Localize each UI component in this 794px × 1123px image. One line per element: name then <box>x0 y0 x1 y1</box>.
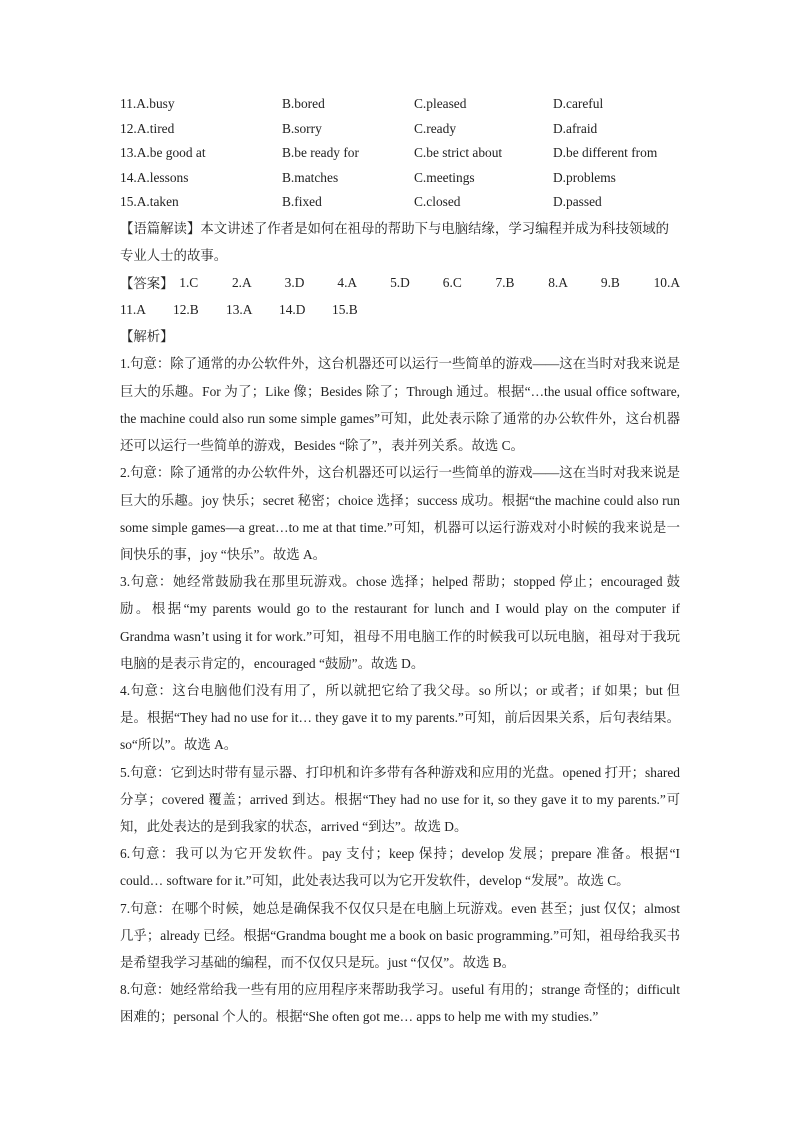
option-row <box>120 190 680 215</box>
analysis-label: 【解析】 <box>120 329 174 345</box>
option-a: 14.A.lessons <box>120 169 189 185</box>
answer-item: 6.C <box>442 274 462 290</box>
answer-item: 12.B <box>173 301 199 317</box>
option-c: C.closed <box>414 194 461 210</box>
answer-item: 8.A <box>548 274 568 290</box>
option-c: C.be strict about <box>414 145 503 161</box>
answer-item: 9.B <box>600 274 620 290</box>
explanation-7: 7.句意：在哪个时候，她总是确保我不仅仅只是在电脑上玩游戏。even 甚至；just 仅仅；almost 几乎；already 已经。根据“Grandma bought me a book on basic programming.”可知，祖母给我买书是希望我学习基础的编程，而不仅仅只是玩。just “仅仅”。故选 B。 <box>120 900 680 970</box>
answer-item: 1.C <box>179 274 199 290</box>
answer-item: 11.A <box>120 301 146 317</box>
option-row <box>120 92 680 117</box>
option-c: C.pleased <box>414 96 467 112</box>
options-table <box>120 92 680 215</box>
answer-label: 【答案】 <box>120 276 174 291</box>
option-d: D.problems <box>553 169 616 185</box>
option-a: 15.A.taken <box>120 194 179 210</box>
answer-item: 7.B <box>495 274 515 290</box>
explanation-6: 6.句意：我可以为它开发软件。pay 支付；keep 保持；develop 发展；prepare 准备。根据“I could… software for it.”可知，此处表达我可以为它开发软件，develop “发展”。故选 C。 <box>120 846 680 889</box>
option-row <box>120 117 680 142</box>
option-d: D.be different from <box>553 145 658 161</box>
answer-row <box>120 296 680 323</box>
option-b: B.fixed <box>282 194 322 210</box>
option-a: 12.A.tired <box>120 120 175 136</box>
option-row <box>120 166 680 191</box>
answer-item: 15.B <box>332 301 358 317</box>
explanation-8: 8.句意：她经常给我一些有用的应用程序来帮助我学习。useful 有用的；strange 奇怪的；difficult 困难的；personal 个人的。根据“She often got me… apps to help me with my studies.” <box>120 982 680 1025</box>
option-b: B.bored <box>282 96 325 112</box>
option-b: B.matches <box>282 169 339 185</box>
explanation-2: 2.句意：除了通常的办公软件外，这台机器还可以运行一些简单的游戏——这在当时对我来说是巨大的乐趣。joy 快乐；secret 秘密；choice 选择；success 成功。根据“the machine could also run some simple games—a great…to me at that time.”可知，机器可以运行游戏对小时候的我来说是一间快乐的事，joy “快乐”。故选 A。 <box>120 465 680 562</box>
option-b: B.be ready for <box>282 145 359 161</box>
answer-item: 2.A <box>231 274 252 290</box>
option-d: D.careful <box>553 96 604 112</box>
answer-item: 14.D <box>279 301 306 317</box>
explanation-3: 3.句意：她经常鼓励我在那里玩游戏。chose 选择；helped 帮助；stopped 停止；encouraged 鼓励。根据“my parents would go to the restaurant for lunch and I would play on the computer if Grandma wasn’t using it for work.”可知，祖母不用电脑工作的时候我可以玩电脑，祖母对于我玩电脑的是表示肯定的，encouraged “鼓励”。故选 D。 <box>120 574 680 671</box>
answer-item: 13.A <box>226 301 253 317</box>
explanation-1: 1.句意：除了通常的办公软件外，这台机器还可以运行一些简单的游戏——这在当时对我来说是巨大的乐趣。For 为了；Like 像；Besides 除了；Through 通过。根据“…the usual office software, the machine could also run some simple games”可知，此处表示除了通常的办公软件外，这台机器还可以运行一些简单的游戏，Besides “除了”，表并列关系。故选 C。 <box>120 356 680 454</box>
reading-note: 【语篇解读】本文讲述了作者是如何在祖母的帮助下与电脑结缘，学习编程并成为科技领域的专业人士的故事。 <box>120 220 670 263</box>
option-d: D.passed <box>553 194 602 210</box>
document-page <box>120 92 680 1031</box>
option-d: D.afraid <box>553 120 598 136</box>
answer-item: 4.A <box>337 274 358 290</box>
option-a: 11.A.busy <box>120 96 175 112</box>
answer-row <box>120 269 680 296</box>
answer-item: 10.A <box>653 274 681 290</box>
option-b: B.sorry <box>282 120 322 136</box>
answer-item: 5.D <box>390 274 410 290</box>
option-a: 13.A.be good at <box>120 145 206 161</box>
option-c: C.ready <box>414 120 457 136</box>
explanation-5: 5.句意：它到达时带有显示器、打印机和许多带有各种游戏和应用的光盘。opened 打开；shared 分享；covered 覆盖；arrived 到达。根据“They had no use for it, so they gave it to my parents.”可知，此处表达的是到我家的状态，arrived “到达”。故选 D。 <box>120 764 680 834</box>
option-row <box>120 141 680 166</box>
answer-item: 3.D <box>284 274 305 290</box>
explanation-4: 4.句意：这台电脑他们没有用了，所以就把它给了我父母。so 所以；or 或者；if 如果；but 但是。根据“They had no use for it… they gave it to my parents.”可知，前后因果关系，后句表结果。so“所以”。故选 A。 <box>120 682 680 753</box>
option-c: C.meetings <box>414 169 475 185</box>
